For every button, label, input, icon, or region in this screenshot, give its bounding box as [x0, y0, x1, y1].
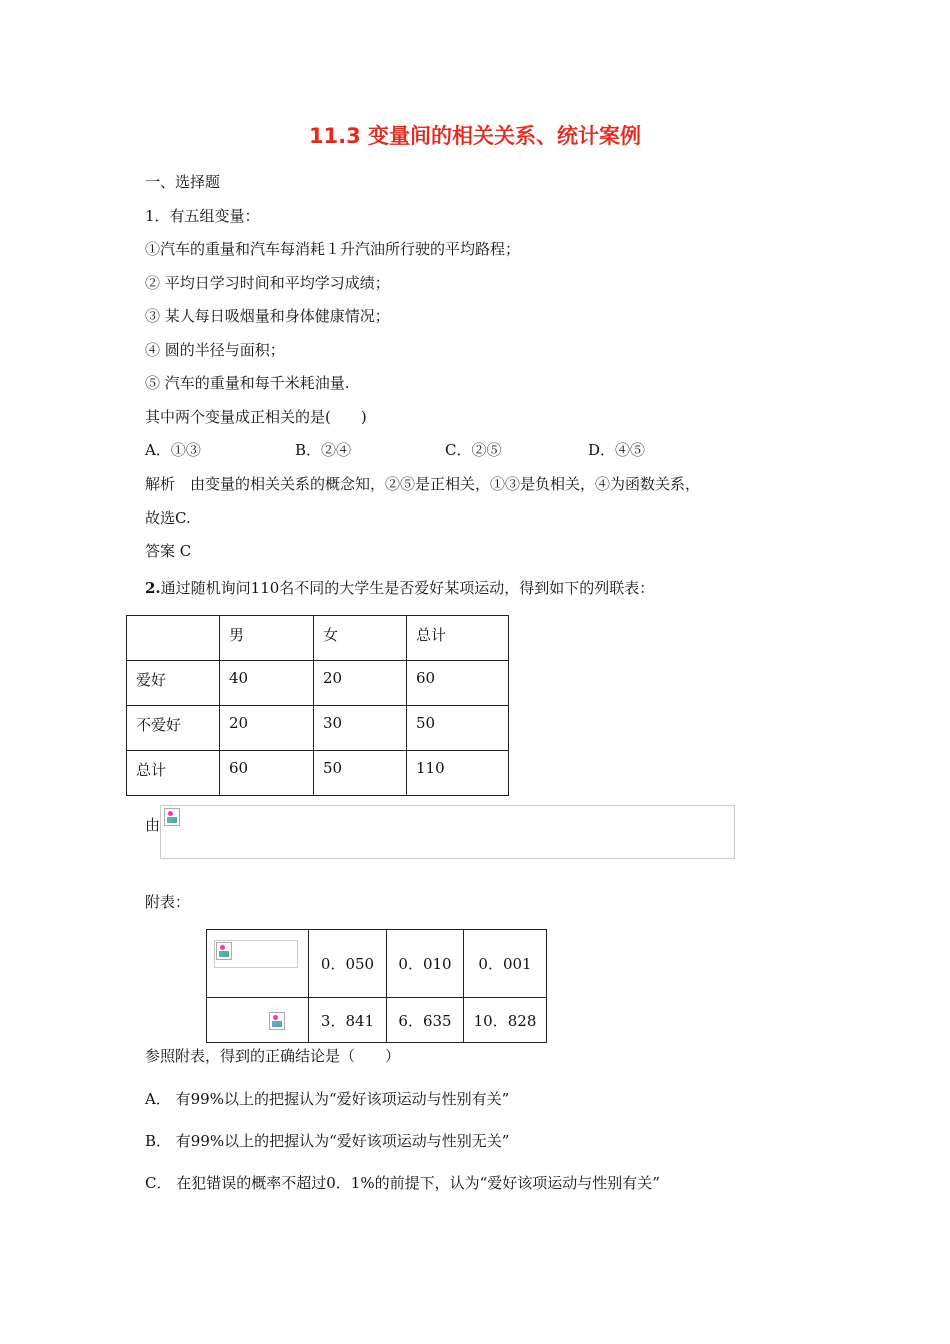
- table-cell: 20: [314, 661, 407, 706]
- broken-image-icon: [269, 1012, 285, 1030]
- table-row: [127, 706, 509, 751]
- q2-stem: 通过随机询问110名不同的大学生是否爱好某项运动，得到如下的列联表：: [160, 579, 655, 597]
- q1-stem: 1．有五组变量：: [145, 207, 260, 225]
- q1-analysis-line2: 故选C.: [145, 509, 191, 527]
- table-cell: 总计: [407, 616, 509, 661]
- table-row: [127, 616, 509, 661]
- table-cell: 男: [220, 616, 314, 661]
- table-cell: 50: [407, 706, 509, 751]
- table-cell: 110: [407, 751, 509, 796]
- table-cell: 20: [220, 706, 314, 751]
- table-row: [127, 661, 509, 706]
- q1-question: 其中两个变量成正相关的是( ): [145, 408, 367, 426]
- q2-option-b: B． 有99%以上的把握认为“爱好该项运动与性别无关”: [145, 1132, 510, 1150]
- q1-item-2: ② 平均日学习时间和平均学习成绩；: [145, 274, 390, 292]
- formula-image-frame: [214, 940, 298, 968]
- q2-number: 2.: [145, 579, 161, 597]
- appendix-label: 附表：: [145, 893, 191, 911]
- formula-image-frame: [160, 805, 735, 859]
- q1-item-1: ①汽车的重量和汽车每消耗１升汽油所行驶的平均路程；: [145, 240, 521, 258]
- q2-question: 参照附表，得到的正确结论是（ ）: [145, 1047, 401, 1065]
- formula-prefix: 由: [145, 816, 161, 834]
- q1-item-4: ④ 圆的半径与面积；: [145, 341, 285, 359]
- appendix-table: [206, 929, 547, 1043]
- contingency-table: [126, 615, 509, 796]
- table-cell: [207, 930, 309, 998]
- table-cell: 爱好: [127, 661, 220, 706]
- section-heading: 一、选择题: [145, 173, 221, 191]
- table-row: [207, 998, 547, 1043]
- table-cell: 60: [407, 661, 509, 706]
- q1-option-a: A．①③: [145, 441, 201, 459]
- table-row: [127, 751, 509, 796]
- q1-answer: 答案 C: [145, 542, 192, 560]
- table-cell: [207, 998, 309, 1043]
- table-cell: 0．010: [387, 930, 464, 998]
- q1-item-5: ⑤ 汽车的重量和每千米耗油量.: [145, 374, 350, 392]
- broken-image-icon: [164, 808, 180, 826]
- table-row: [207, 930, 547, 998]
- table-cell: 10．828: [464, 998, 547, 1043]
- q2-option-a: A． 有99%以上的把握认为“爱好该项运动与性别有关”: [145, 1090, 510, 1108]
- table-cell: 40: [220, 661, 314, 706]
- table-cell: [127, 616, 220, 661]
- table-cell: 60: [220, 751, 314, 796]
- table-cell: 0．001: [464, 930, 547, 998]
- q1-analysis-line1: 解析 由变量的相关关系的概念知，②⑤是正相关，①③是负相关，④为函数关系，: [145, 475, 701, 493]
- table-cell: 不爱好: [127, 706, 220, 751]
- table-cell: 30: [314, 706, 407, 751]
- q1-option-b: B．②④: [295, 441, 352, 459]
- q2-option-c: C． 在犯错误的概率不超过0．1%的前提下，认为“爱好该项运动与性别有关”: [145, 1174, 660, 1192]
- q2-stem-line: [145, 578, 654, 598]
- table-cell: 0．050: [309, 930, 387, 998]
- table-cell: 50: [314, 751, 407, 796]
- q1-option-c: C．②⑤: [445, 441, 502, 459]
- q1-item-3: ③ 某人每日吸烟量和身体健康情况；: [145, 307, 390, 325]
- table-cell: 女: [314, 616, 407, 661]
- q1-option-d: D．④⑤: [588, 441, 646, 459]
- broken-image-icon: [216, 942, 232, 960]
- table-cell: 6．635: [387, 998, 464, 1043]
- page-title: 11.3 变量间的相关关系、统计案例: [308, 124, 642, 148]
- table-cell: 总计: [127, 751, 220, 796]
- table-cell: 3．841: [309, 998, 387, 1043]
